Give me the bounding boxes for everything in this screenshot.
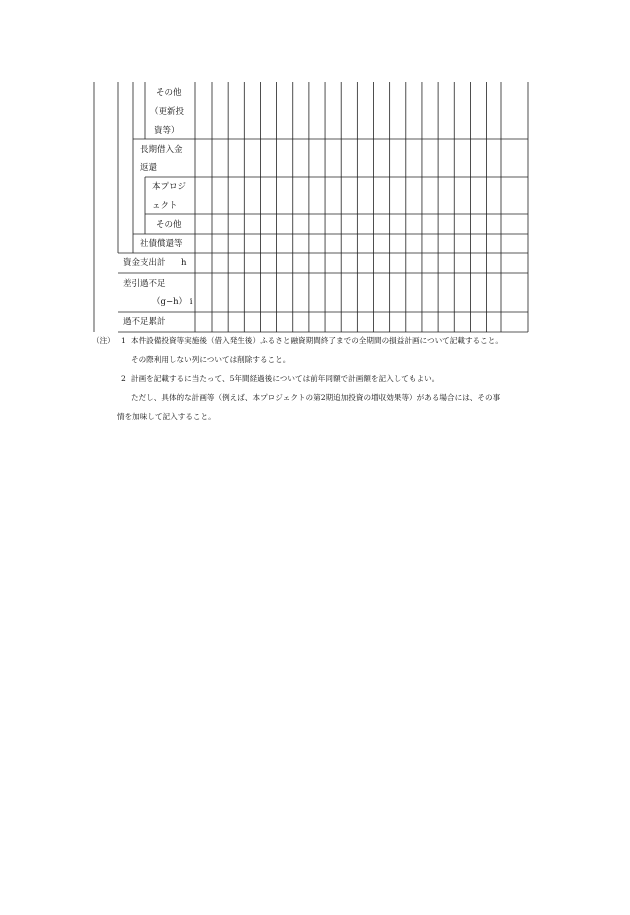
row-label-other-3: 資等） xyxy=(154,126,180,136)
row-label-difference-1: 差引過不足 xyxy=(123,279,166,289)
note-1-number: 1 xyxy=(121,336,126,345)
note-2-line-1: 計画を記載するに当たって、5年間経過後については前年同額で計画額を記入してもよい。 xyxy=(131,374,440,383)
row-label-other-sub: その他 xyxy=(156,220,182,230)
row-label-cumulative: 過不足累計 xyxy=(123,317,166,327)
note-1-line-1: 本件設備投資等実施後（借入発生後）ふるさと融資期間終了までの全期間の損益計画について記載すること。 xyxy=(131,336,503,345)
notes-prefix: （注） xyxy=(92,336,115,345)
row-label-total-outflow: 資金支出計 xyxy=(123,258,166,268)
row-label-bond-redemption: 社債償還等 xyxy=(140,239,183,249)
row-label-longterm-loan-1: 長期借入金 xyxy=(140,145,183,155)
row-label-difference-2: （g−h） i xyxy=(152,297,193,307)
row-label-longterm-loan-2: 返還 xyxy=(140,163,158,173)
row-label-other-2: （更新投 xyxy=(150,107,185,117)
note-2-number: 2 xyxy=(121,374,126,383)
row-label-this-project-1: 本プロジ xyxy=(152,182,187,192)
row-label-this-project-2: ェクト xyxy=(152,201,178,211)
row-label-other-1: その他 xyxy=(156,88,182,98)
note-2-line-3: 情を加味して記入すること。 xyxy=(117,412,216,421)
note-2-line-2: ただし、具体的な計画等（例えば、本プロジェクトの第2期追加投資の増収効果等）がある場合には、その事 xyxy=(131,393,501,402)
row-label-total-outflow-mark: h xyxy=(181,258,187,268)
note-1-line-2: その際利用しない列については削除すること。 xyxy=(131,355,291,364)
